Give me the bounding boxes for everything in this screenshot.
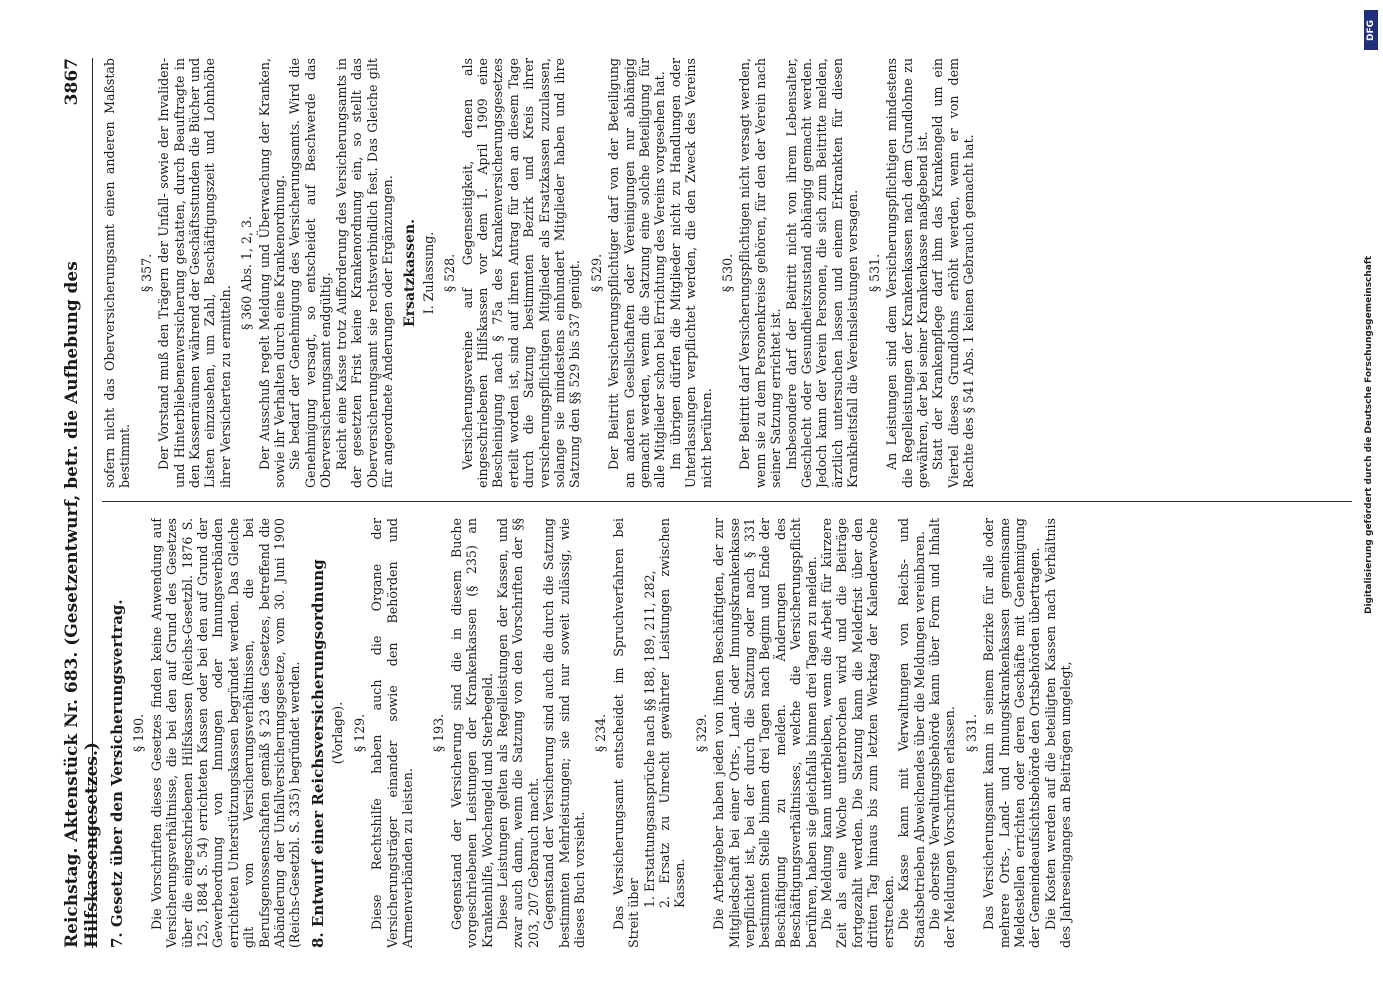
paragraph-text: Die Vorschriften dieses Gesetzes finden keine Anwendung auf Versicherungsverhältnisse, die bei den auf Grund des Gesetzes über die eingeschriebenen Hilfskassen (Reichs-Gesetzbl. 1876 S. 125, 1884 S. 54) errichteten Kassen oder bei den auf Grund der Gewerbeordnung von Innungen oder Innungsverbänden errichteten Unterstützungskassen begründet werden. Das Gleiche gilt von Versicherungsverhältnissen, die bei Berufsgenossenschaften gemäß § 23 des Gesetzes, betreffend die Abänderung der Unfallversicherungsgesetze, vom 30. Juni 1900 (Reichs-Gesetzbl. S. 335) begründet werden.	[148, 518, 303, 948]
section-subheading: I. Zulassung.	[420, 231, 436, 315]
paragraph-text: Das Versicherungsamt kann in seinem Bezirke für alle oder mehrere Orts-, Land- und Innungskrankenkassen gemeinsame Meldestellen errichten oder deren Geschäfte mit Genehmigung der Gemeindeaufsichtsbehörde den Ortsbehörden übertragen.	[981, 518, 1043, 948]
section-heading-8: 8. Entwurf einer Reichsversicherungsordnung	[308, 559, 327, 948]
paragraph-number: § 528.	[442, 253, 458, 293]
funding-note: Digitalisierung gefördert durch die Deutsche Forschungsgemeinschaft	[1364, 255, 1374, 614]
paragraph-text: Die oberste Verwaltungsbehörde kann über Form und Inhalt der Meldungen Vorschriften erlassen.	[926, 518, 958, 948]
paragraph-text: Die Meldung kann unterbleiben, wenn die Arbeit für kürzere Zeit als eine Woche unterbrochen wird und die Beiträge fortgezahlt werden. Die Satzung kann die Meldefrist über den dritten Tag hinaus bis zum letzten Werktag der Kalenderwoche erstrecken.	[819, 518, 896, 948]
paragraph-text: Der Beitritt darf Versicherungspflichtigen nicht versagt werden, wenn sie zu dem Personenkreise gehören, für den der Verein nach seiner Satzung errichtet ist.	[737, 58, 784, 488]
paragraph-text: Das Versicherungsamt entscheidet im Spruchverfahren bei Streit über	[610, 518, 642, 948]
paragraph-number: § 357.	[138, 253, 154, 293]
paragraph-text: Die Kosten werden auf die beteiligten Kassen nach Verhältnis des Jahreseinganges an Beiträgen umgelegt,	[1042, 518, 1074, 948]
paragraph-text: Diese Leistungen gelten als Regelleistungen der Kassen, und zwar auch dann, wenn die Satzung von den Vorschriften der §§ 203, 207 Gebrauch macht.	[494, 518, 541, 948]
paragraph-text: Der Ausschuß regelt Meldung und Überwachung der Kranken, sowie ihr Verhalten durch eine Krankenordnung.	[256, 58, 288, 488]
paragraph-text: Gegenstand der Versicherung sind auch die durch die Satzung bestimmten Mehrleistungen; sie sind nur soweit zulässig, wie dieses Buch vorsieht.	[541, 518, 587, 948]
paragraph-text: Sie bedarf der Genehmigung des Versicherungsamts. Wird die Genehmigung versagt, so entscheidet auf Beschwerde das Oberversicherungsamt endgültig.	[287, 58, 334, 488]
paragraph-text: Die Arbeitgeber haben jeden von ihnen Beschäftigten, der zur Mitgliedschaft bei einer Orts-, Land- oder Innungskrankenkasse verpflichtet ist, bei der durch die Satzung oder nach § 331 bestimmten Stelle binnen drei Tagen nach Beginn und Ende der Beschäftigung zu melden. Änderungen des Beschäftigungsverhältnisses, welche die Versicherungspflicht berühren, haben sie gleichfalls binnen drei Tagen zu melden.	[711, 518, 819, 948]
paragraph-number: § 530.	[720, 253, 736, 293]
paragraph-text: Die Kasse kann mit Verwaltungen von Reichs- und Staatsbetrieben Abweichendes über die Meldungen vereinbaren.	[896, 518, 927, 948]
paragraph-number: § 129.	[351, 713, 367, 753]
right-column	[102, 58, 1352, 488]
paragraph-number: § 331.	[963, 713, 979, 753]
paragraph-text: An Leistungen sind dem Versicherungspflichtigen mindestens die Regelleistungen der Krankenkassen nach dem Grundlohne zu gewähren, der bei seiner Krankenkasse maßgebend ist.	[884, 58, 930, 488]
column-divider	[102, 501, 1352, 502]
left-column	[102, 518, 1352, 948]
paragraph-text: Der Vorstand muß den Trägern der Unfall- sowie der Invaliden- und Hinterbliebenenversicherung gestatten, durch Beauftragte in den Kassenräumen während der Geschäftsstunden die Bücher und Listen einzusehen, um Zahl, Beschäftigungszeit und Lohnhöhe ihrer Versicherten zu ermitteln.	[156, 58, 233, 488]
paragraph-number: § 529.	[588, 253, 604, 293]
paragraph-number: § 360 Abs. 1, 2, 3.	[239, 215, 255, 331]
page-header	[62, 58, 102, 948]
paragraph-text: Diese Rechtshilfe haben auch die Organe der Versicherungsträger einander sowie den Behörden und Armenverbänden zu leisten.	[369, 518, 415, 948]
page-number: 3867	[62, 58, 82, 106]
list-item: 1. Erstattungsansprüche nach §§ 188, 189, 211, 282,	[641, 570, 657, 908]
paragraph-text: Statt der Krankenpflege darf ihm das Krankengeld um ein Viertel dieses Grundlohns erhöht werden, wenn er von dem Rechte des § 541 Abs. 1 keinen Gebrauch gemacht hat.	[930, 58, 977, 488]
running-title: Reichstag. Aktenstück Nr. 683. (Gesetzentwurf, betr. die Aufhebung des Hilfskassengesetzes.)	[62, 261, 102, 948]
paragraph-number: § 329.	[693, 713, 709, 753]
paragraph-number: § 193.	[431, 713, 447, 753]
digitization-sidebar	[1364, 10, 1378, 990]
paragraph-text: Reicht eine Kasse trotz Aufforderung des Versicherungsamts in der gesetzten Frist keine Krankenordnung ein, so stellt das Oberversicherungsamt sie rechtsverbindlich fest. Das Gleiche gilt für angeordnete Änderungen oder Ergänzungen.	[333, 58, 395, 488]
paragraph-text: sofern nicht das Oberversicherungsamt einen anderen Maßstab bestimmt.	[102, 58, 133, 488]
section-subheading: (Vorlage).	[330, 701, 346, 765]
paragraph-number: § 531.	[866, 253, 882, 293]
paragraph-text: Insbesondere darf der Beitritt nicht von ihrem Lebensalter, Geschlecht oder Gesundheitszustand abhängig gemacht werden. Jedoch kann der Verein Personen, die sich zum Beitritte melden, ärztlich untersuchen lassen und einem Erkrankten für diesen Krankheitsfall die Vereinsleistungen versagen.	[783, 58, 861, 488]
paragraph-text: Gegenstand der Versicherung sind die in diesem Buche vorgeschriebenen Leistungen der Krankenkassen (§ 235) an Krankenhilfe, Wochengeld und Sterbegeld.	[448, 518, 495, 948]
section-heading-ersatzkassen: Ersatzkassen.	[402, 219, 419, 327]
list-item: 2. Ersatz zu Unrecht gewährter Leistungen zwischen Kassen.	[657, 518, 688, 908]
dfg-logo: DFG	[1364, 10, 1378, 50]
section-heading-7: 7. Gesetz über den Versicherungsvertrag.	[108, 599, 126, 948]
rotated-page-content	[62, 58, 1362, 948]
paragraph-text: Der Beitritt Versicherungspflichtiger darf von der Beteiligung an anderen Gesellschaften oder Vereinigungen nur abhängig gemacht werden, wenn die Satzung eine solche Beteiligung für alle Mitglieder schon bei Errichtung des Vereins vorgesehen hat.	[606, 58, 668, 488]
paragraph-text: Versicherungsvereine auf Gegenseitigkeit, denen als eingeschriebenen Hilfskassen vor dem 1. April 1909 eine Bescheinigung nach § 75a des Krankenversicherungsgesetzes erteilt worden ist, sind auf ihren Antrag für den an diesem Tage durch die Satzung bestimmten Bezirk und Kreis ihrer versicherungspflichtigen Mitglieder als Ersatzkassen zuzulassen, solange sie mindestens einhundert Mitglieder haben und ihre Satzung den §§ 529 bis 537 genügt.	[459, 58, 583, 488]
paragraph-number: § 190.	[131, 713, 147, 753]
paragraph-number: § 234.	[593, 713, 609, 753]
paragraph-text: Im übrigen dürfen die Mitglieder nicht zu Handlungen oder Unterlassungen verpflichtet werden, die den Zweck des Vereins nicht berühren.	[667, 58, 714, 488]
